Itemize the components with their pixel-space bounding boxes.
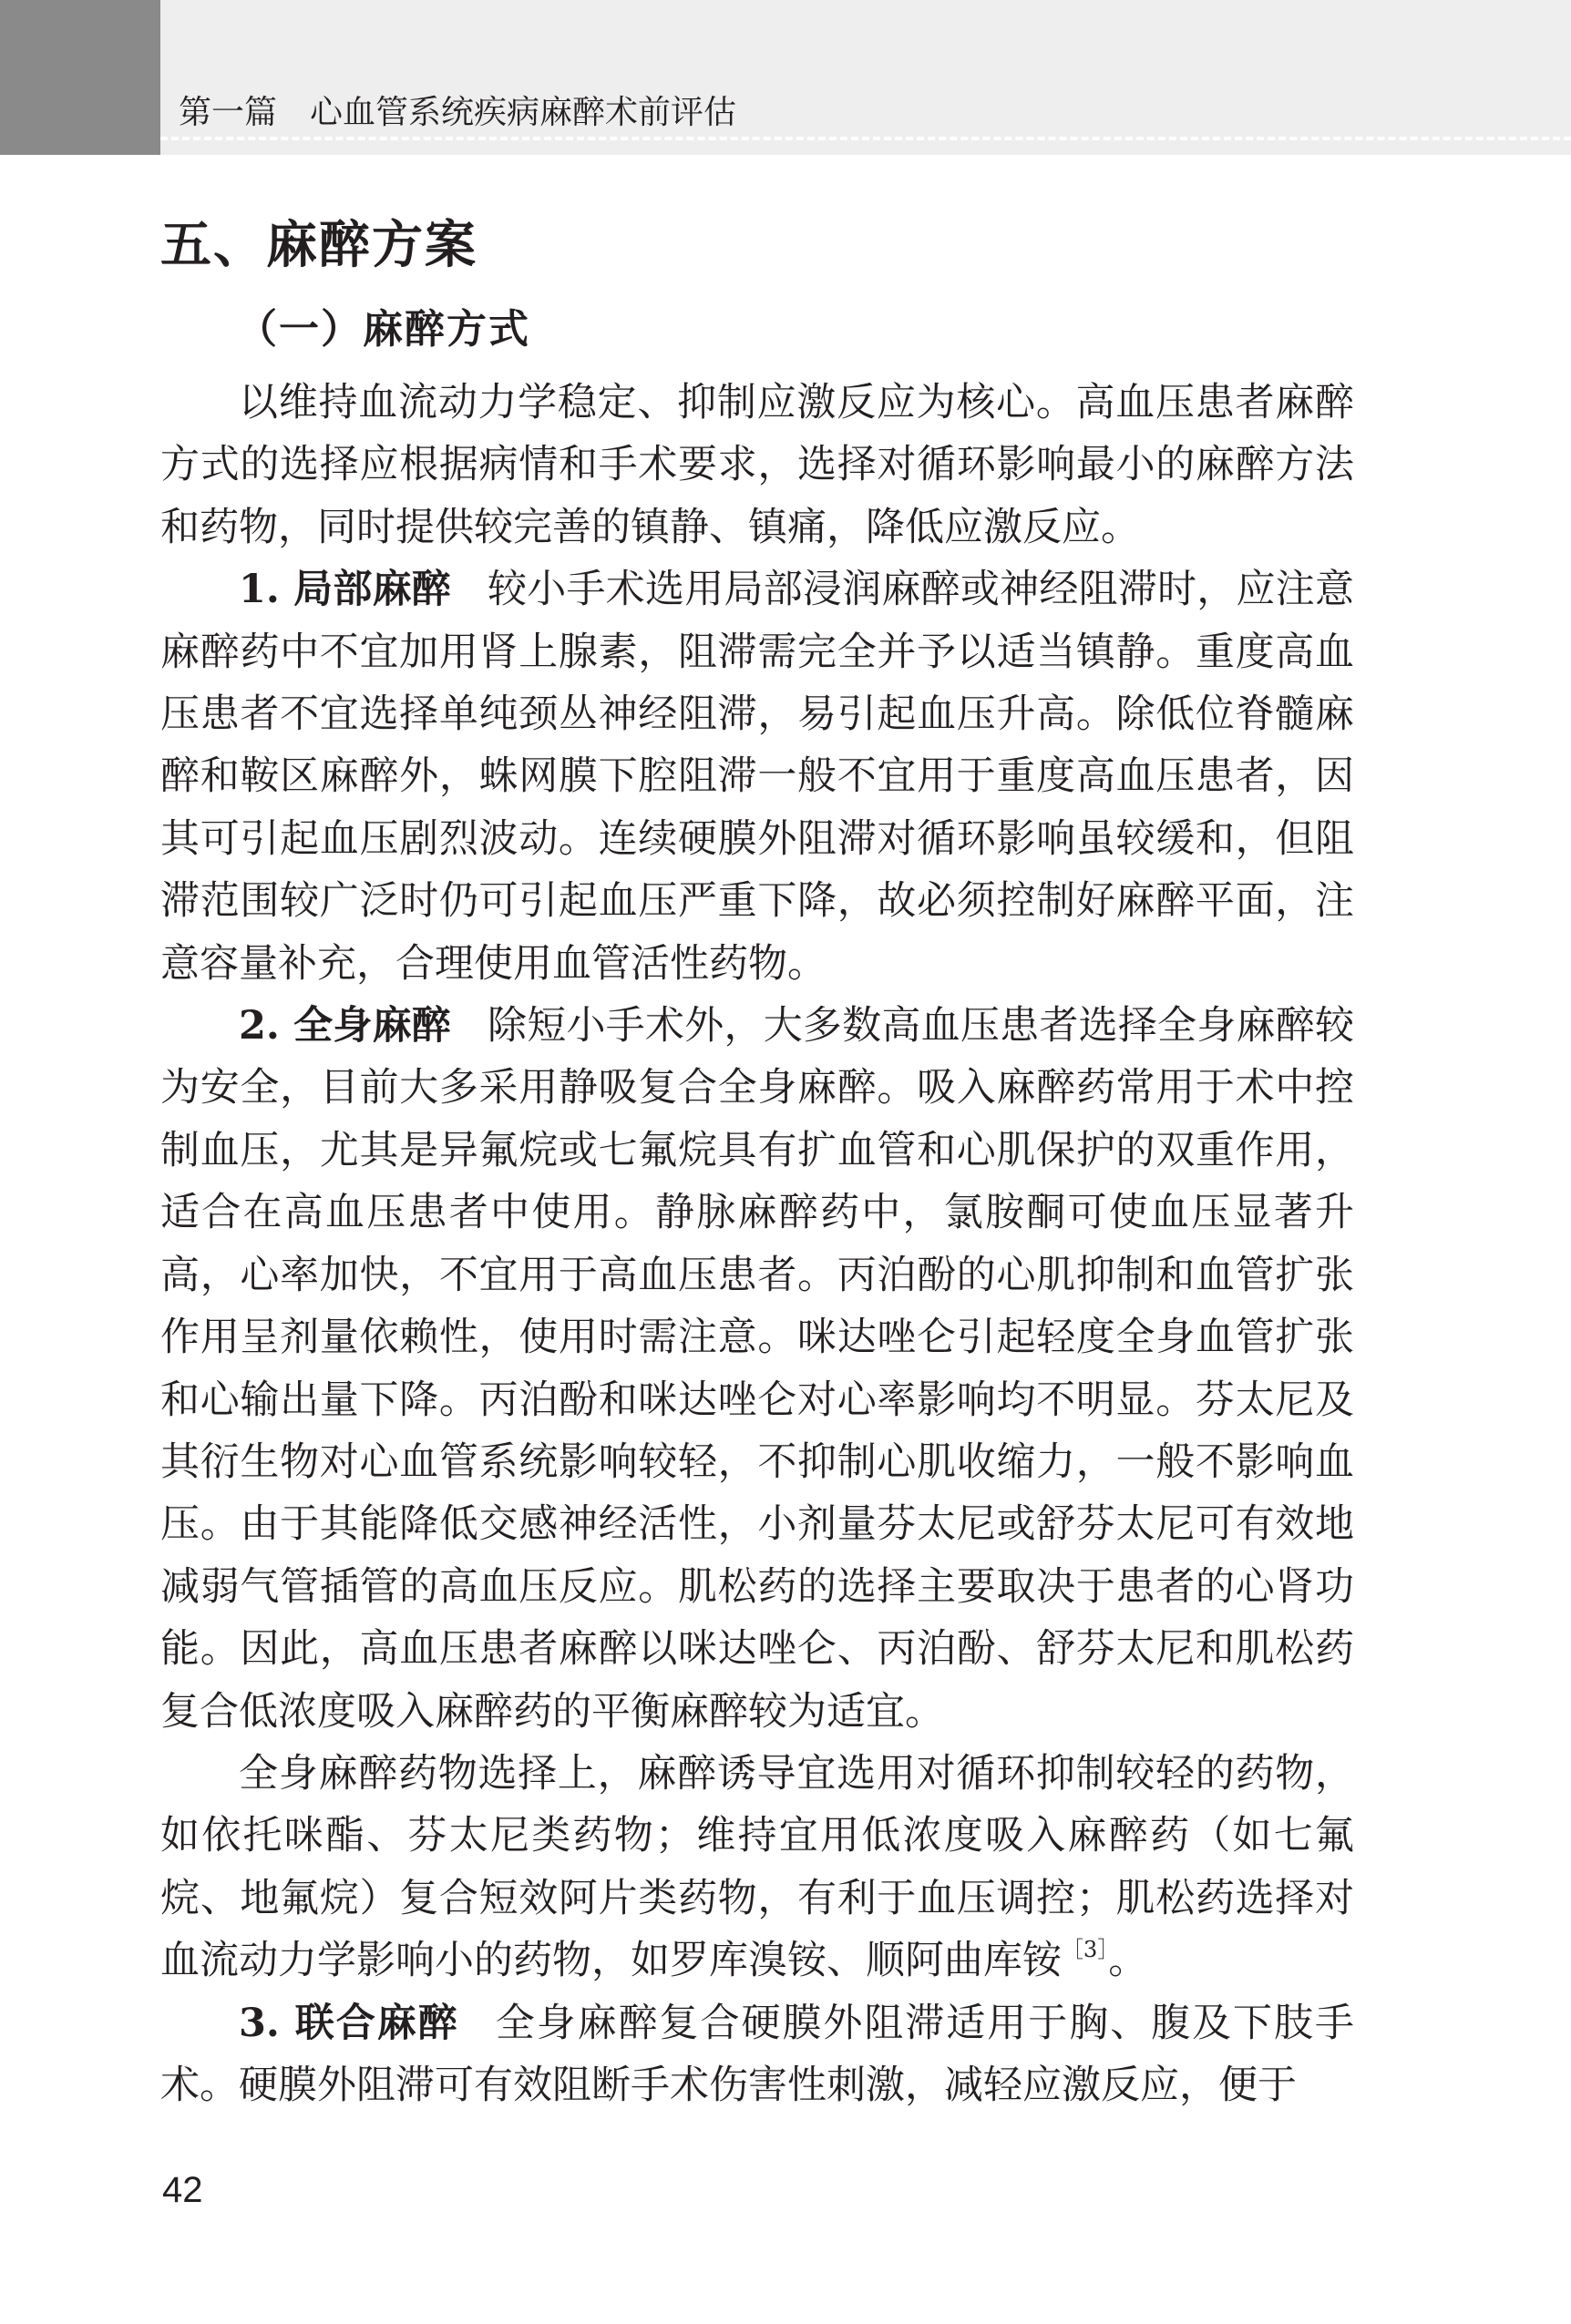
item-text-local: 较小手术选用局部浸润麻醉或神经阻滞时，应注意麻醉药中不宜加用肾上腺素，阻滞需完全并予以适当镇静。重度高血压患者不宜选择单纯颈丛神经阻滞，易引起血压升高。除低位脊髓麻醉和鞍区麻醉外，蛛网膜下腔阻滞一般不宜用于重度高血压患者，因其可引起血压剧烈波动。连续硬膜外阻滞对循环影响虽较缓和，但阻滞范围较广泛时仍可引起血压严重下降，故必须控制好麻醉平面，注意容量补充，合理使用血管活性药物。	[160, 567, 1354, 987]
running-header	[0, 0, 1571, 155]
item-text-combined: 全身麻醉复合硬膜外阻滞适用于胸、腹及下肢手术。硬膜外阻滞可有效阻断手术伤害性刺激，减轻应激反应，便于	[160, 2000, 1354, 2108]
item-label-local: 1. 局部麻醉	[239, 567, 452, 613]
paragraph-local-anesthesia	[160, 558, 1354, 995]
item-label-combined: 3. 联合麻醉	[239, 2000, 459, 2046]
body-text	[160, 372, 1354, 2116]
page-number: 42	[162, 2170, 203, 2210]
drug-selection-text: 全身麻醉药物选择上，麻醉诱导宜选用对循环抑制较轻的药物，如依托咪酯、芬太尼类药物；维持宜用低浓度吸入麻醉药（如七氟烷、地氟烷）复合短效阿片类药物，有利于血压调控；肌松药选择对血流动力学影响小的药物，如罗库溴铵、顺阿曲库铵	[160, 1750, 1354, 1984]
header-tab-block	[0, 0, 160, 155]
paragraph-intro	[160, 372, 1354, 558]
section-title: 五、麻醉方案	[160, 216, 477, 275]
item-label-general: 2. 全身麻醉	[239, 1003, 452, 1049]
paragraph-general-anesthesia	[160, 995, 1354, 1743]
header-dashed-rule	[160, 137, 1571, 140]
paragraph-combined-anesthesia	[160, 1992, 1354, 2117]
item-text-general: 除短小手术外，大多数高血压患者选择全身麻醉较为安全，目前大多采用静吸复合全身麻醉。吸入麻醉药常用于术中控制血压，尤其是异氟烷或七氟烷具有扩血管和心肌保护的双重作用，适合在高血压患者中使用。静脉麻醉药中，氯胺酮可使血压显著升高，心率加快，不宜用于高血压患者。丙泊酚的心肌抑制和血管扩张作用呈剂量依赖性，使用时需注意。咪达唑仑引起轻度全身血管扩张和心输出量下降。丙泊酚和咪达唑仑对心率影响均不明显。芬太尼及其衍生物对心血管系统影响较轻，不抑制心肌收缩力，一般不影响血压。由于其能降低交感神经活性，小剂量芬太尼或舒芬太尼可有效地减弱气管插管的高血压反应。肌松药的选择主要取决于患者的心肾功能。因此，高血压患者麻醉以咪达唑仑、丙泊酚、舒芬太尼和肌松药复合低浓度吸入麻醉药的平衡麻醉较为适宜。	[160, 1003, 1354, 1735]
running-header-title: 第一篇 心血管系统疾病麻醉术前评估	[179, 94, 737, 131]
citation-marker: ［3］	[1062, 1937, 1109, 1963]
paragraph-intro-text: 以维持血流动力学稳定、抑制应激反应为核心。高血压患者麻醉方式的选择应根据病情和手术要求，选择对循环影响最小的麻醉方法和药物，同时提供较完善的镇静、镇痛，降低应激反应。	[160, 380, 1354, 550]
subsection-title: （一）麻醉方式	[237, 306, 530, 353]
paragraph-drug-selection	[160, 1743, 1354, 1992]
drug-selection-end: 。	[1108, 1938, 1148, 1984]
